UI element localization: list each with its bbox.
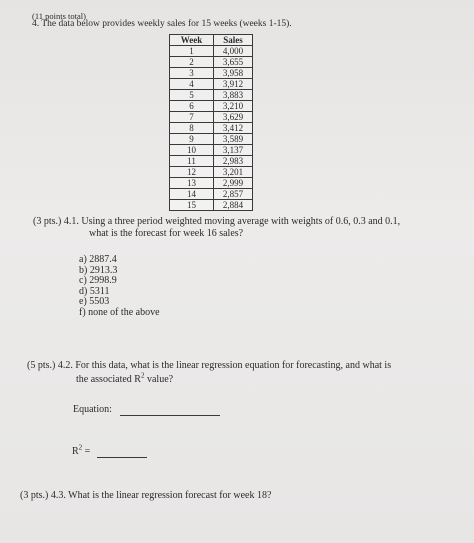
week-cell: 5 [170, 90, 214, 101]
r2-answer-blank[interactable] [97, 457, 147, 458]
sales-cell: 3,655 [214, 57, 253, 68]
q2-line2-pre: the associated R [76, 374, 141, 385]
q2-line2-post: value? [144, 374, 174, 385]
q1-option-a[interactable]: a) 2887.4 [79, 254, 117, 265]
table-row [170, 46, 253, 57]
week-cell: 1 [170, 46, 214, 57]
q3-points: (3 pts.) [20, 490, 49, 501]
table-row [170, 79, 253, 90]
r2-label-sup: 2 [78, 443, 83, 452]
table-row [170, 167, 253, 178]
sales-cell: 3,210 [214, 101, 253, 112]
q2-points: (5 pts.) [27, 360, 56, 371]
week-cell: 2 [170, 57, 214, 68]
table-row [170, 68, 253, 79]
table-row [170, 134, 253, 145]
table-row [170, 112, 253, 123]
q1-option-c[interactable]: c) 2998.9 [79, 275, 117, 287]
equation-label: Equation: [73, 404, 112, 415]
q2-number: 4.2. [57, 360, 73, 371]
table-row [170, 57, 253, 68]
sales-cell: 2,983 [214, 156, 253, 167]
q1-option-e[interactable]: e) 5503 [79, 296, 110, 308]
q2-prompt-line1 [27, 360, 391, 372]
sales-table [169, 34, 253, 211]
week-cell: 7 [170, 112, 214, 123]
q3-number: 4.3. [50, 490, 66, 501]
week-column-header: Week [170, 35, 214, 46]
sales-cell: 2,999 [214, 178, 253, 189]
r2-label-post: = [82, 446, 91, 457]
q1-option-f[interactable]: f) none of the above [79, 306, 160, 318]
sales-cell: 3,912 [214, 79, 253, 90]
q1-option-b[interactable]: b) 2913.3 [79, 264, 118, 276]
sales-column-header: Sales [214, 35, 253, 46]
r2-row [72, 443, 147, 458]
week-cell: 6 [170, 101, 214, 112]
week-cell: 13 [170, 178, 214, 189]
sales-cell: 3,883 [214, 90, 253, 101]
q1-text-line1: Using a three period weighted moving average with weights of 0.6, 0.3 and 0.1, [81, 216, 401, 227]
sales-cell: 3,629 [214, 112, 253, 123]
table-row [170, 200, 253, 211]
week-cell: 11 [170, 156, 214, 167]
table-row [170, 90, 253, 101]
equation-row [73, 404, 220, 416]
week-cell: 10 [170, 145, 214, 156]
week-cell: 15 [170, 200, 214, 211]
q1-points: (3 pts.) [33, 216, 62, 227]
q3-text: What is the linear regression forecast for week 18? [68, 490, 272, 501]
q2-text-line1: For this data, what is the linear regression equation for forecasting, and what is [75, 360, 392, 371]
q2-line2-sup: 2 [140, 371, 145, 380]
q2-text-line2 [76, 371, 174, 386]
sales-cell: 2,884 [214, 200, 253, 211]
sales-cell: 4,000 [214, 46, 253, 57]
q1-text-line2: what is the forecast for week 16 sales? [89, 228, 244, 239]
q1-options [79, 255, 160, 319]
q1-prompt-line1 [33, 216, 400, 228]
r2-label [72, 443, 91, 457]
table-row [170, 178, 253, 189]
table-row [170, 156, 253, 167]
table-row [170, 145, 253, 156]
week-cell: 8 [170, 123, 214, 134]
question-intro: 4. The data below provides weekly sales for 15 weeks (weeks 1-15). [32, 19, 292, 29]
q1-number: 4.1. [63, 216, 79, 227]
week-cell: 3 [170, 68, 214, 79]
sales-cell: 3,958 [214, 68, 253, 79]
sales-cell: 3,201 [214, 167, 253, 178]
table-row [170, 101, 253, 112]
q1-option-d[interactable]: d) 5311 [79, 285, 110, 297]
sales-cell: 3,589 [214, 134, 253, 145]
points-total: (11 points total) [32, 11, 86, 21]
r2-label-pre: R [72, 446, 79, 457]
week-cell: 14 [170, 189, 214, 200]
table-row [170, 123, 253, 134]
equation-answer-blank[interactable] [120, 415, 220, 416]
q3-prompt [20, 490, 271, 502]
sales-cell: 3,137 [214, 145, 253, 156]
table-row [170, 189, 253, 200]
week-cell: 9 [170, 134, 214, 145]
table-header-row [170, 35, 253, 46]
sales-cell: 2,857 [214, 189, 253, 200]
sales-cell: 3,412 [214, 123, 253, 134]
week-cell: 12 [170, 167, 214, 178]
week-cell: 4 [170, 79, 214, 90]
